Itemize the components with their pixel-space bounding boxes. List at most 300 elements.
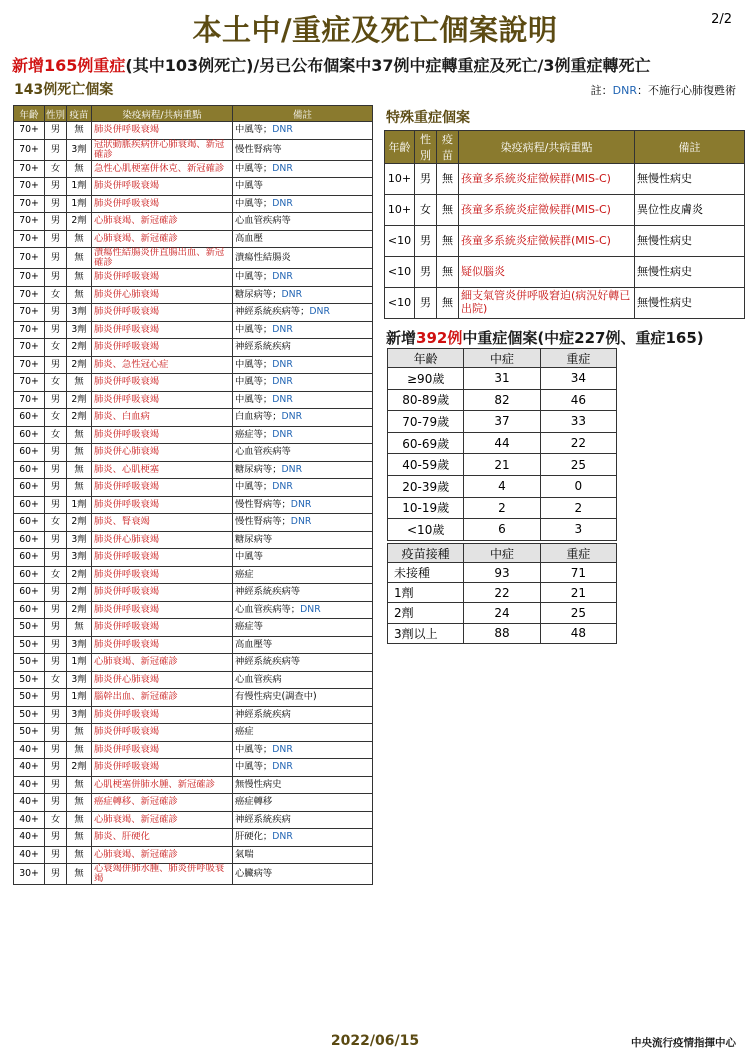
sex-cell: 女 (45, 514, 67, 532)
vaccine-row (388, 563, 617, 583)
note-text: 高血壓 (235, 232, 263, 244)
note-cell (233, 304, 373, 322)
vaccine-cell: 無 (437, 257, 459, 288)
note-cell: 無慢性病史 (635, 164, 745, 195)
vaccine-table-header (388, 544, 617, 563)
condition-cell: 肺炎併呼吸衰竭 (92, 479, 233, 497)
condition-cell: 肺炎併呼吸衰竭 (92, 759, 233, 777)
note-cell (233, 601, 373, 619)
note-cell (233, 479, 373, 497)
note-text: 癌症等 (235, 621, 263, 633)
dnr-label: DNR (290, 498, 312, 510)
age-table-cell: 80-89歲 (388, 389, 464, 411)
death-row (14, 409, 373, 427)
note-cell (233, 286, 373, 304)
note-text: 神經系統疾病等 (235, 586, 301, 598)
condition-cell: 肺炎併呼吸衰竭 (92, 122, 233, 140)
death-row (14, 689, 373, 707)
dnr-label: DNR (272, 743, 293, 755)
sex-cell: 男 (45, 479, 67, 497)
special-row (385, 164, 745, 195)
condition-cell: 肺炎併呼吸衰竭 (92, 619, 233, 637)
sex-cell: 男 (45, 461, 67, 479)
vaccine-table-cell: 1劑 (388, 583, 464, 603)
condition-cell: 腦幹出血、新冠確診 (92, 689, 233, 707)
age-cell: 60+ (14, 549, 45, 567)
vaccine-table-cell: 71 (540, 563, 616, 583)
age-cell: 50+ (14, 706, 45, 724)
note-cell (233, 636, 373, 654)
dnr-label: DNR (290, 516, 312, 528)
note-cell (233, 339, 373, 357)
note-text: 神經系統疾病等 (235, 656, 301, 668)
note-cell: 異位性皮膚炎 (635, 195, 745, 226)
vaccine-table-cell: 93 (464, 563, 540, 583)
note-cell (233, 178, 373, 196)
death-row (14, 139, 373, 160)
condition-cell: 肺炎併呼吸衰竭 (92, 706, 233, 724)
condition-cell: 肺炎、急性冠心症 (92, 356, 233, 374)
sex-cell: 男 (415, 226, 437, 257)
death-row (14, 671, 373, 689)
note-text: 慢性腎病等 (235, 143, 282, 155)
dnr-label: DNR (272, 831, 293, 843)
death-row (14, 811, 373, 829)
age-cell: 60+ (14, 531, 45, 549)
age-cell: 70+ (14, 230, 45, 248)
special-header-cell: 性別 (415, 131, 437, 164)
age-cell: 50+ (14, 724, 45, 742)
vaccine-cell: 無 (67, 122, 92, 140)
note-text: 神經系統疾病 (235, 813, 291, 825)
vaccine-cell: 2劑 (67, 514, 92, 532)
sex-cell: 女 (45, 811, 67, 829)
age-cell: 40+ (14, 829, 45, 847)
age-row (388, 432, 617, 454)
vaccine-cell: 1劑 (67, 654, 92, 672)
age-cell: 70+ (14, 374, 45, 392)
age-table-cell: <10歲 (388, 519, 464, 541)
vaccine-cell: 2劑 (67, 759, 92, 777)
note-cell (233, 444, 373, 462)
vaccine-cell: 2劑 (67, 566, 92, 584)
special-row (385, 226, 745, 257)
vaccine-cell: 無 (67, 230, 92, 248)
age-table-cell: 60-69歲 (388, 432, 464, 454)
death-row (14, 829, 373, 847)
note-cell (233, 195, 373, 213)
dnr-label: DNR (272, 481, 293, 493)
subtitle-prefix: 新增 (12, 56, 45, 75)
death-row (14, 706, 373, 724)
vaccine-row (388, 603, 617, 623)
death-row (14, 248, 373, 269)
death-row (14, 461, 373, 479)
vaccine-cell: 無 (67, 374, 92, 392)
note-cell (233, 139, 373, 160)
sex-cell: 男 (45, 864, 67, 885)
sex-cell: 男 (45, 636, 67, 654)
age-table-cell: 46 (540, 389, 616, 411)
death-row (14, 195, 373, 213)
note-cell (233, 461, 373, 479)
condition-cell: 肺炎併呼吸衰竭 (92, 636, 233, 654)
note-text: 中風等； (235, 197, 273, 209)
death-header-cell: 性別 (45, 106, 67, 122)
vaccine-cell: 3劑 (67, 706, 92, 724)
condition-cell: 肺炎併呼吸衰竭 (92, 339, 233, 357)
condition-cell: 肺炎併心肺衰竭 (92, 286, 233, 304)
note-text: 中風等 (235, 551, 263, 563)
note-text: 中風等 (235, 180, 263, 192)
condition-cell: 肺炎併呼吸衰竭 (92, 374, 233, 392)
age-table-cell: 34 (540, 368, 616, 390)
vaccine-cell: 2劑 (67, 601, 92, 619)
death-row (14, 654, 373, 672)
note-cell (233, 864, 373, 885)
note-text: 中風等； (235, 743, 273, 755)
vaccine-cell: 無 (67, 811, 92, 829)
sex-cell: 男 (45, 391, 67, 409)
age-cell: 70+ (14, 321, 45, 339)
sex-cell: 男 (45, 654, 67, 672)
death-row (14, 864, 373, 885)
sex-cell: 男 (45, 230, 67, 248)
sex-cell: 女 (45, 339, 67, 357)
condition-cell: 肺炎併呼吸衰竭 (92, 566, 233, 584)
vaccine-cell: 1劑 (67, 178, 92, 196)
vaccine-cell: 無 (67, 724, 92, 742)
death-row (14, 846, 373, 864)
vaccine-table-cell: 21 (540, 583, 616, 603)
sex-cell: 男 (45, 304, 67, 322)
death-row (14, 269, 373, 287)
note-cell (233, 706, 373, 724)
vaccine-row (388, 583, 617, 603)
note-cell (233, 724, 373, 742)
note-text: 慢性腎病等； (235, 498, 291, 510)
condition-cell: 肺炎併心肺衰竭 (92, 444, 233, 462)
vaccine-cell: 無 (67, 776, 92, 794)
note-suffix: ：不施行心肺復甦術 (637, 84, 736, 97)
age-table-cell: 40-59歲 (388, 454, 464, 476)
age-cell: 30+ (14, 864, 45, 885)
sex-cell: 男 (45, 213, 67, 231)
note-cell (233, 689, 373, 707)
special-header-cell: 疫苗 (437, 131, 459, 164)
sex-cell: 男 (45, 846, 67, 864)
dnr-label: DNR (272, 271, 293, 283)
condition-cell: 癌症轉移、新冠確診 (92, 794, 233, 812)
age-cell: 60+ (14, 514, 45, 532)
age-cell: 50+ (14, 689, 45, 707)
page-number: 2/2 (711, 12, 732, 27)
vaccine-cell: 無 (67, 461, 92, 479)
death-row (14, 122, 373, 140)
vaccine-table (387, 543, 617, 644)
death-row (14, 741, 373, 759)
note-text: 潰瘍性結腸炎 (235, 252, 291, 264)
sex-cell: 女 (45, 671, 67, 689)
age-row (388, 475, 617, 497)
vaccine-cell: 3劑 (67, 636, 92, 654)
vaccine-cell: 無 (67, 829, 92, 847)
age-cell: <10 (385, 226, 415, 257)
note-text: 神經系統疾病等； (235, 306, 310, 318)
note-cell (233, 122, 373, 140)
age-row (388, 454, 617, 476)
note-cell: 無慢性病史 (635, 257, 745, 288)
vaccine-cell: 1劑 (67, 496, 92, 514)
condition-cell: 孩童多系統炎症徵候群(MIS-C) (459, 226, 635, 257)
note-cell (233, 811, 373, 829)
vaccine-table-cell: 24 (464, 603, 540, 623)
sex-cell: 女 (45, 409, 67, 427)
age-cell: 60+ (14, 479, 45, 497)
special-title: 特殊重症個案 (386, 110, 470, 126)
vaccine-cell: 無 (67, 444, 92, 462)
note-text: 中風等； (235, 393, 273, 405)
age-cell: 70+ (14, 195, 45, 213)
age-cell: 60+ (14, 409, 45, 427)
age-cell: 40+ (14, 794, 45, 812)
dnr-label: DNR (272, 376, 293, 388)
note-cell (233, 794, 373, 812)
new-cases-rest: 中重症個案(中症227例、重症165) (462, 329, 704, 347)
sex-cell: 男 (45, 122, 67, 140)
death-row (14, 759, 373, 777)
vaccine-table-body (388, 563, 617, 644)
note-text: 慢性腎病等； (235, 516, 291, 528)
dnr-label: DNR (281, 411, 303, 423)
note-cell (233, 409, 373, 427)
note-text: 心血管疾病 (235, 673, 282, 685)
dnr-label: DNR (309, 306, 330, 318)
sex-cell: 男 (415, 288, 437, 319)
note-cell (233, 213, 373, 231)
special-header-cell: 染疫病程/共病重點 (459, 131, 635, 164)
age-row (388, 519, 617, 541)
special-table-body (385, 164, 745, 319)
age-cell: 70+ (14, 286, 45, 304)
vaccine-cell: 2劑 (67, 391, 92, 409)
condition-cell: 心肺衰竭、新冠確診 (92, 213, 233, 231)
death-row (14, 356, 373, 374)
note-cell (233, 829, 373, 847)
age-header-cell: 重症 (540, 349, 616, 368)
age-cell: 70+ (14, 356, 45, 374)
condition-cell: 急性心肌梗塞併休克、新冠確診 (92, 160, 233, 178)
vaccine-table-cell: 未接種 (388, 563, 464, 583)
special-header-cell: 備註 (635, 131, 745, 164)
note-cell: 無慢性病史 (635, 288, 745, 319)
note-text: 中風等； (235, 323, 273, 335)
age-row (388, 497, 617, 519)
condition-cell: 心肺衰竭、新冠確診 (92, 230, 233, 248)
note-text: 癌症轉移 (235, 796, 273, 808)
vaccine-cell: 3劑 (67, 321, 92, 339)
vaccine-table-cell: 88 (464, 623, 540, 643)
condition-cell: 肺炎併呼吸衰竭 (92, 304, 233, 322)
condition-cell: 肺炎併呼吸衰竭 (92, 584, 233, 602)
sex-cell: 男 (45, 496, 67, 514)
vaccine-cell: 2劑 (67, 409, 92, 427)
sex-cell: 男 (45, 601, 67, 619)
sex-cell: 女 (45, 160, 67, 178)
condition-cell: 心肺衰竭、新冠確診 (92, 654, 233, 672)
new-cases-prefix: 新增 (386, 329, 417, 347)
vaccine-cell: 無 (437, 288, 459, 319)
note-text: 氣喘 (235, 848, 254, 860)
death-row (14, 286, 373, 304)
age-cell: 50+ (14, 671, 45, 689)
age-cell: 40+ (14, 759, 45, 777)
note-text: 中風等； (235, 271, 273, 283)
age-cell: 60+ (14, 426, 45, 444)
age-table-cell: 6 (464, 519, 540, 541)
dnr-label: DNR (272, 162, 293, 174)
condition-cell: 肺炎併呼吸衰竭 (92, 549, 233, 567)
note-dnr: DNR (612, 84, 637, 97)
condition-cell: 肺炎併呼吸衰竭 (92, 269, 233, 287)
condition-cell: 肺炎併呼吸衰竭 (92, 496, 233, 514)
condition-cell: 肺炎、心肌梗塞 (92, 461, 233, 479)
death-header-cell: 染疫病程/共病重點 (92, 106, 233, 122)
age-cell: 60+ (14, 566, 45, 584)
condition-cell: 潰瘍性結腸炎併直腸出血、新冠確診 (92, 248, 233, 269)
dnr-label: DNR (281, 288, 303, 300)
age-table-cell: 3 (540, 519, 616, 541)
note-text: 中風等； (235, 162, 273, 174)
age-cell: 40+ (14, 811, 45, 829)
age-table-cell: 37 (464, 411, 540, 433)
vaccine-table-cell: 3劑以上 (388, 623, 464, 643)
dnr-label: DNR (272, 428, 293, 440)
condition-cell: 肺炎併呼吸衰竭 (92, 741, 233, 759)
death-row (14, 531, 373, 549)
note-cell (233, 248, 373, 269)
note-text: 癌症 (235, 568, 254, 580)
age-row (388, 389, 617, 411)
note-cell (233, 230, 373, 248)
sex-cell: 男 (45, 178, 67, 196)
age-header-cell: 年齡 (388, 349, 464, 368)
death-count-title: 143例死亡個案 (14, 82, 114, 98)
vaccine-cell: 無 (437, 195, 459, 226)
age-cell: 10+ (385, 164, 415, 195)
vaccine-header-cell: 重症 (540, 544, 616, 563)
death-table-body (14, 122, 373, 885)
note-text: 中風等； (235, 124, 273, 136)
dnr-label: DNR (281, 463, 303, 475)
death-row (14, 724, 373, 742)
note-cell (233, 776, 373, 794)
dnr-label: DNR (272, 761, 293, 773)
subtitle (12, 53, 651, 76)
sex-cell: 男 (415, 164, 437, 195)
vaccine-cell: 2劑 (67, 213, 92, 231)
note-text: 糖尿病等； (235, 463, 282, 475)
sex-cell: 男 (45, 829, 67, 847)
vaccine-header-cell: 疫苗接種 (388, 544, 464, 563)
condition-cell: 心肌梗塞併肺水腫、新冠確診 (92, 776, 233, 794)
note-cell (233, 619, 373, 637)
sex-cell: 男 (45, 741, 67, 759)
dnr-label: DNR (272, 393, 293, 405)
vaccine-cell: 無 (67, 286, 92, 304)
sex-cell: 女 (45, 286, 67, 304)
vaccine-cell: 無 (67, 426, 92, 444)
age-table-cell: 25 (540, 454, 616, 476)
sex-cell: 男 (45, 139, 67, 160)
condition-cell: 冠狀動脈疾病併心肺衰竭、新冠確診 (92, 139, 233, 160)
condition-cell: 肺炎併呼吸衰竭 (92, 321, 233, 339)
age-cell: 70+ (14, 122, 45, 140)
note-cell (233, 269, 373, 287)
age-cell: 60+ (14, 496, 45, 514)
condition-cell: 肺炎併心肺衰竭 (92, 531, 233, 549)
note-cell (233, 160, 373, 178)
note-cell (233, 321, 373, 339)
age-row (388, 368, 617, 390)
age-table-cell: 82 (464, 389, 540, 411)
note-text: 肝硬化； (235, 831, 273, 843)
vaccine-cell: 無 (67, 794, 92, 812)
new-cases-title (386, 327, 704, 348)
footer-org: 中央流行疫情指揮中心 (631, 1037, 736, 1049)
age-table-header (388, 349, 617, 368)
death-row (14, 213, 373, 231)
vaccine-row (388, 623, 617, 643)
vaccine-cell: 3劑 (67, 304, 92, 322)
sex-cell: 男 (45, 724, 67, 742)
condition-cell: 細支氣管炎併呼吸窘迫(病況好轉已出院) (459, 288, 635, 319)
note-cell (233, 846, 373, 864)
age-table-cell: 70-79歲 (388, 411, 464, 433)
special-row (385, 195, 745, 226)
note-text: 心血管疾病等； (235, 603, 301, 615)
age-cell: 70+ (14, 391, 45, 409)
special-table-header (385, 131, 745, 164)
death-header-cell: 疫苗 (67, 106, 92, 122)
vaccine-cell: 2劑 (67, 584, 92, 602)
age-table-cell: 10-19歲 (388, 497, 464, 519)
death-row (14, 339, 373, 357)
note-cell (233, 741, 373, 759)
death-row (14, 391, 373, 409)
death-table-header (14, 106, 373, 122)
age-table-cell: 2 (464, 497, 540, 519)
note-prefix: 註： (590, 84, 613, 97)
sex-cell: 男 (45, 689, 67, 707)
dnr-label: DNR (300, 603, 321, 615)
age-table-cell: 33 (540, 411, 616, 433)
sex-cell: 男 (45, 759, 67, 777)
condition-cell: 心肺衰竭、新冠確診 (92, 811, 233, 829)
death-row (14, 584, 373, 602)
condition-cell: 肺炎、肝硬化 (92, 829, 233, 847)
vaccine-cell: 1劑 (67, 689, 92, 707)
vaccine-cell: 無 (67, 269, 92, 287)
age-cell: 70+ (14, 304, 45, 322)
vaccine-cell: 3劑 (67, 671, 92, 689)
note-cell (233, 514, 373, 532)
vaccine-cell: 2劑 (67, 356, 92, 374)
vaccine-cell: 1劑 (67, 195, 92, 213)
age-cell: 40+ (14, 741, 45, 759)
note-cell (233, 549, 373, 567)
note-text: 癌症等； (235, 428, 273, 440)
